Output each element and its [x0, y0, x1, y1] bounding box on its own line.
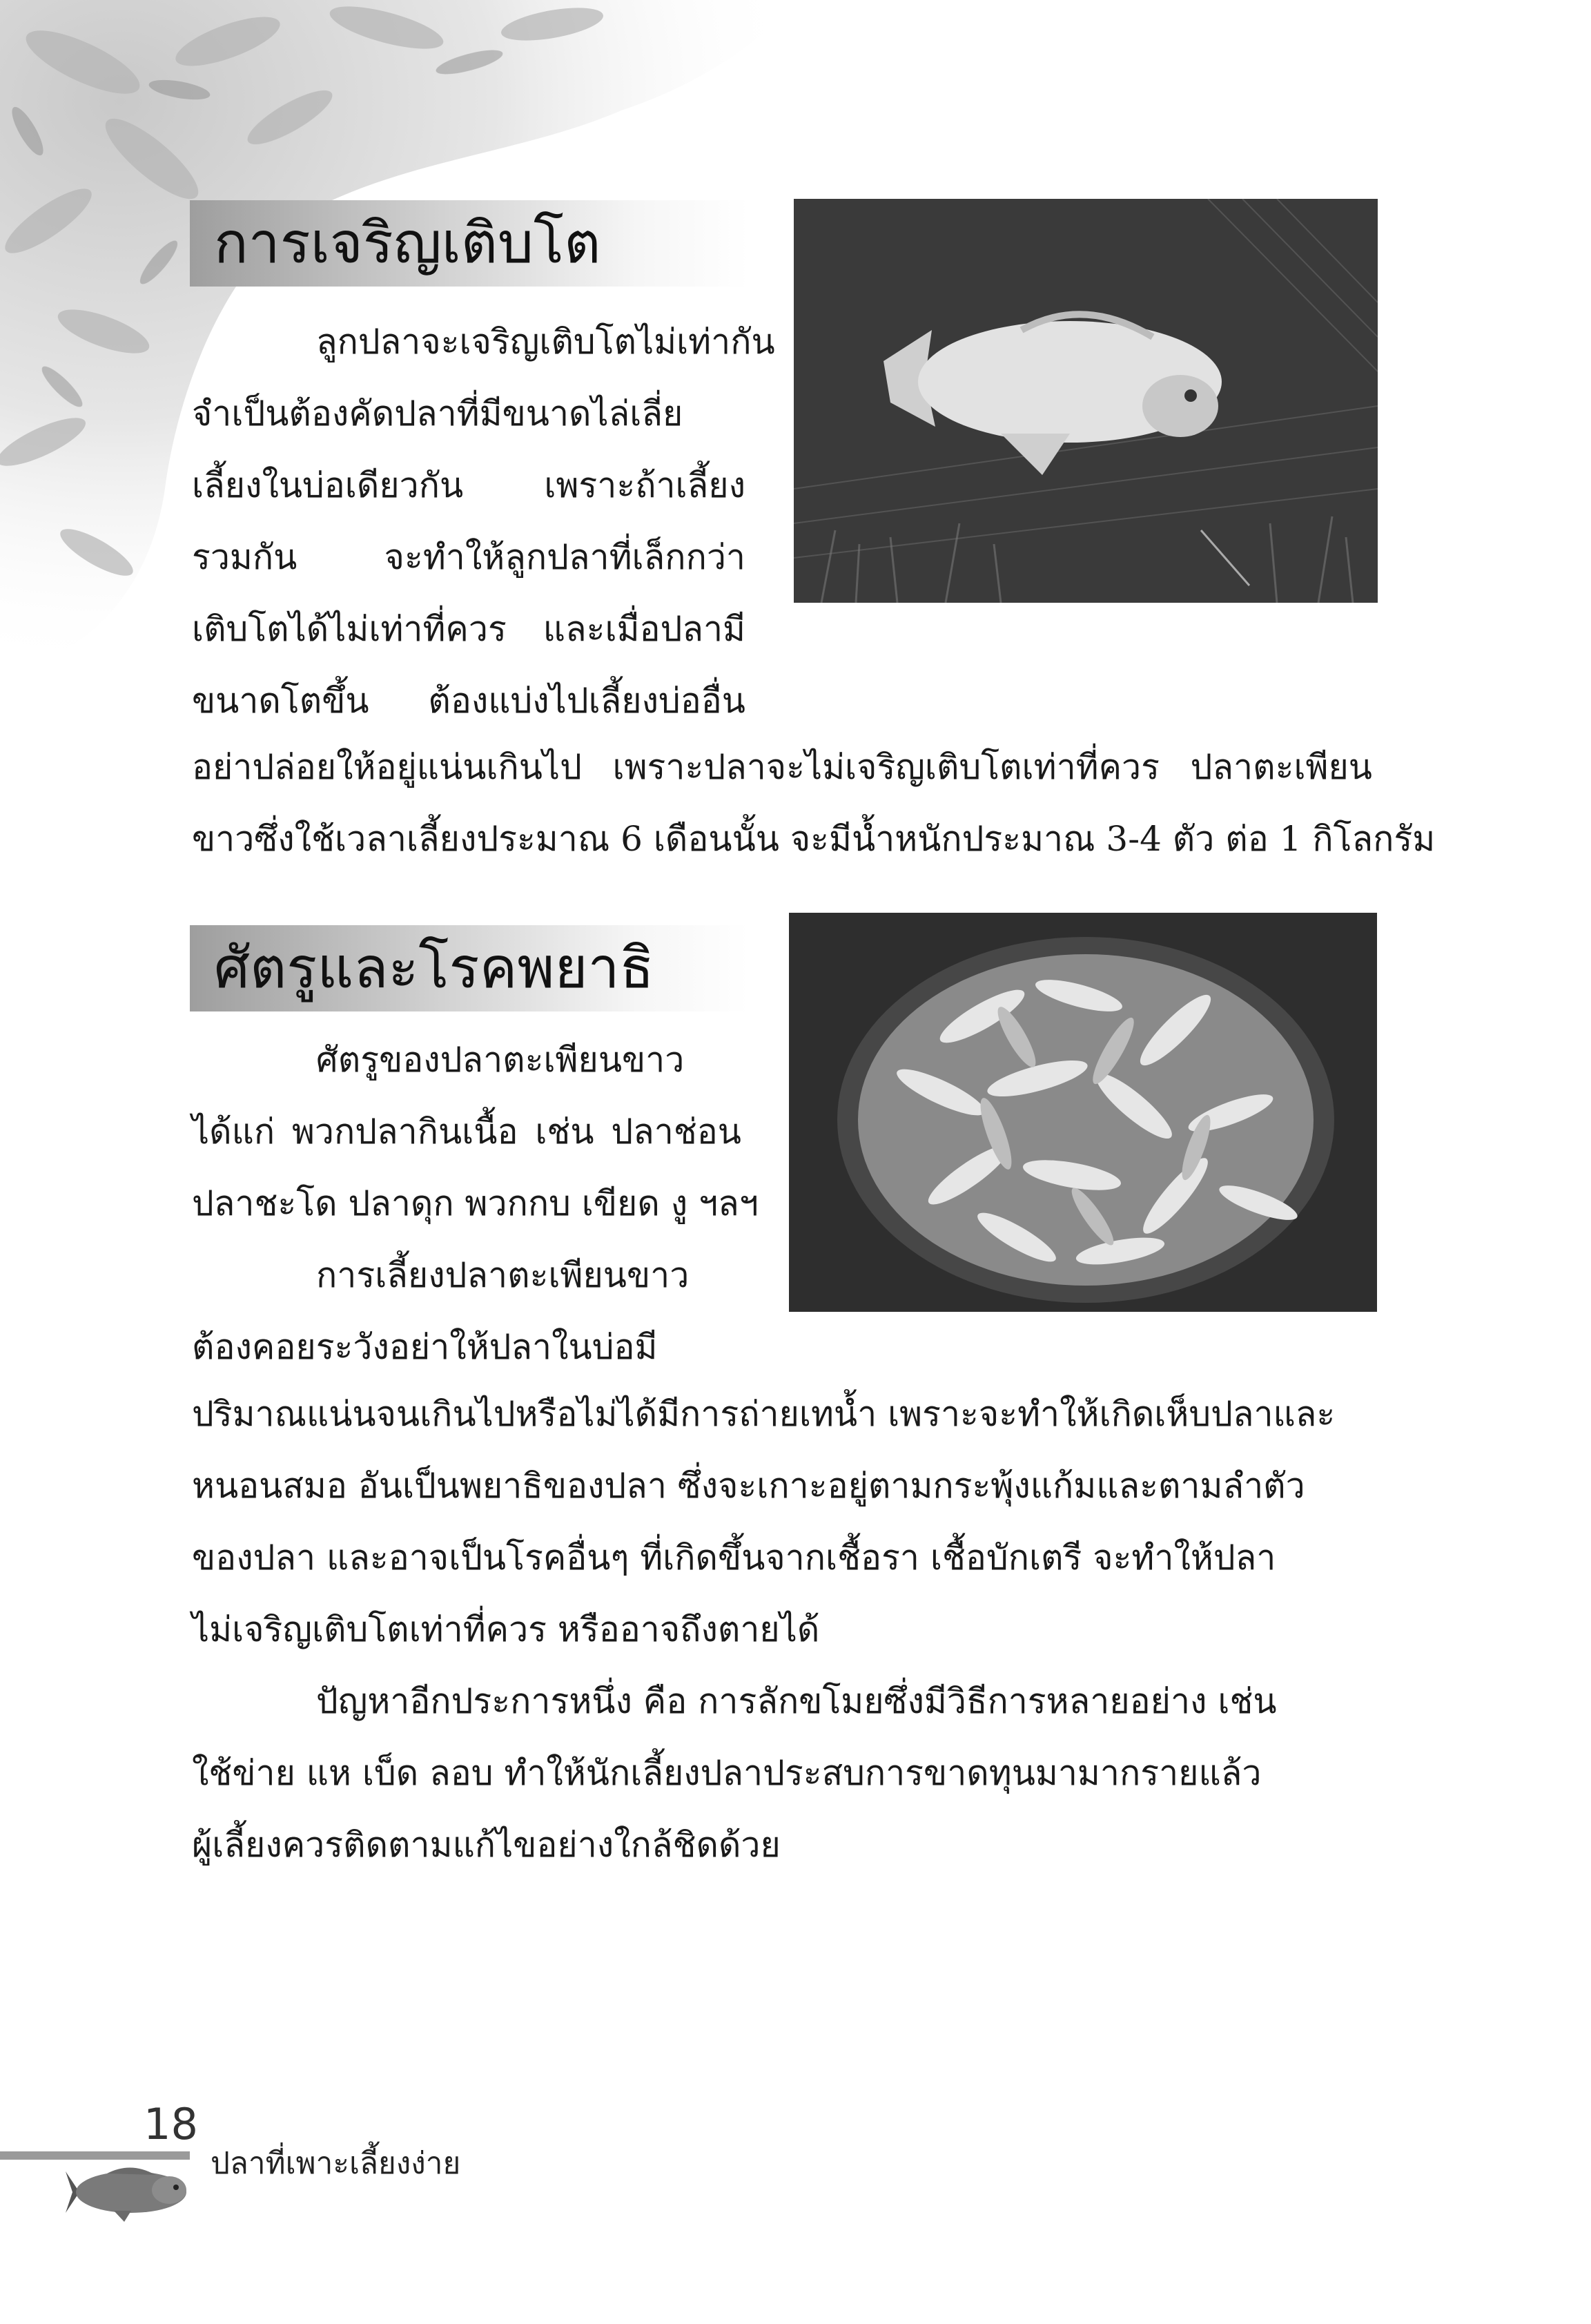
text-line: ศัตรูของปลาตะเพียนขาว [316, 1040, 685, 1080]
text-line: ใช้ข่าย แห เบ็ด ลอบ ทำให้นักเลี้ยงปลาประสบการขาดทุนมามากรายแล้ว [192, 1753, 1262, 1793]
photo-single-fish [794, 199, 1378, 603]
text-line: ลูกปลาจะเจริญเติบโตไม่เท่ากัน [316, 322, 775, 362]
section1-body-paragraph [192, 731, 1436, 875]
text-line: ปลาชะโด ปลาดุก พวกกบ เขียด งู ฯลฯ [192, 1183, 759, 1223]
text-line: ไม่เจริญเติบโตเท่าที่ควร หรืออาจถึงตายได้ [192, 1609, 820, 1649]
text-line: ขนาดโตขึ้น ต้องแบ่งไปเลี้ยงบ่ออื่น [192, 681, 745, 721]
text-line: ของปลา และอาจเป็นโรคอื่นๆ ที่เกิดขึ้นจากเชื้อรา เชื้อบักเตรี จะทำให้ปลา [192, 1538, 1276, 1578]
text-line: ต้องคอยระวังอย่าให้ปลาในบ่อมี [192, 1327, 658, 1367]
section2-intro-paragraph [192, 1024, 759, 1383]
text-line: ขาวซึ่งใช้เวลาเลี้ยงประมาณ 6 เดือนนั้น จะมีน้ำหนักประมาณ 3-4 ตัว ต่อ 1 กิโลกรัม [192, 819, 1436, 859]
text-line: อย่าปล่อยให้อยู่แน่นเกินไป เพราะปลาจะไม่เจริญเติบโตเท่าที่ควร ปลาตะเพียน [192, 747, 1372, 787]
section-title-growth: การเจริญเติบโต [190, 200, 749, 287]
section2-theft-paragraph [192, 1665, 1372, 1881]
text-line: ปัญหาอีกประการหนึ่ง คือ การลักขโมยซึ่งมีวิธีการหลายอย่าง เช่น [316, 1681, 1277, 1721]
text-line: ได้แก่ พวกปลากินเนื้อ เช่น ปลาช่อน [192, 1112, 741, 1152]
text-line: เติบโตได้ไม่เท่าที่ควร และเมื่อปลามี [192, 609, 745, 649]
section2-body-paragraph [192, 1378, 1372, 1665]
footer-divider [0, 2151, 190, 2160]
text-line: การเลี้ยงปลาตะเพียนขาว [316, 1255, 690, 1295]
text-line: เลี้ยงในบ่อเดียวกัน เพราะถ้าเลี้ยง [192, 465, 745, 505]
photo-fish-in-net [789, 913, 1377, 1312]
text-line: จำเป็นต้องคัดปลาที่มีขนาดไล่เลี่ย [192, 394, 683, 434]
fish-icon [66, 2161, 204, 2223]
text-line: ผู้เลี้ยงควรติดตามแก้ไขอย่างใกล้ชิดด้วย [192, 1825, 781, 1865]
footer-book-title: ปลาที่เพาะเลี้ยงง่าย [211, 2146, 461, 2181]
section-title-enemies-diseases: ศัตรูและโรคพยาธิ [190, 925, 749, 1011]
text-line: รวมกัน จะทำให้ลูกปลาที่เล็กกว่า [192, 537, 745, 577]
text-line: ปริมาณแน่นจนเกินไปหรือไม่ได้มีการถ่ายเทน้ำ เพราะจะทำให้เกิดเห็บปลาและ [192, 1394, 1336, 1434]
page-number: 18 [144, 2099, 198, 2149]
section1-intro-paragraph [192, 306, 775, 737]
text-line: หนอนสมอ อันเป็นพยาธิของปลา ซึ่งจะเกาะอยู่ตามกระพุ้งแก้มและตามลำตัว [192, 1466, 1305, 1506]
